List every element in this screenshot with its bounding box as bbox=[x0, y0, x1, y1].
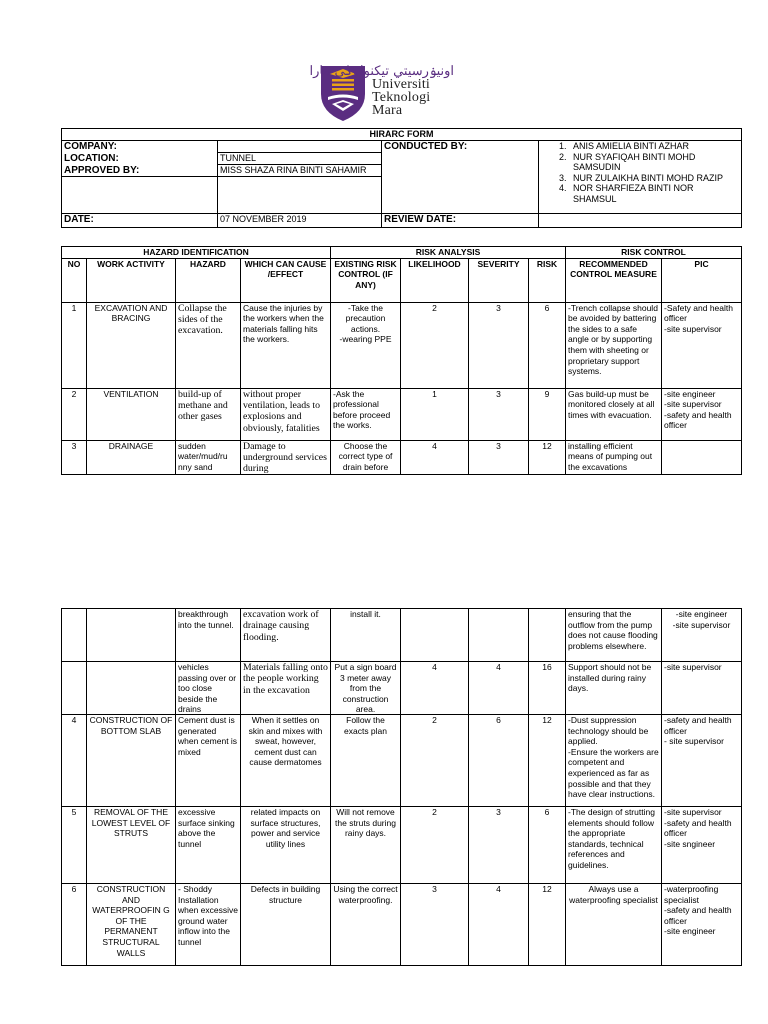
location-value: TUNNEL bbox=[218, 153, 382, 165]
cell-no-text: 2 bbox=[71, 388, 77, 399]
cell-risk bbox=[529, 715, 566, 807]
col-header-hazard: HAZARD bbox=[176, 258, 241, 302]
table-row bbox=[62, 388, 742, 440]
cell-hazard-text: Cement dust is generated when cement is mixed bbox=[178, 715, 238, 757]
cell-existing-control-text: Using the correct waterproofing. bbox=[333, 884, 398, 905]
cell-pic bbox=[662, 884, 742, 966]
cell-hazard-text: build-up of methane and other gases bbox=[178, 388, 228, 423]
cell-existing-control bbox=[331, 440, 401, 474]
approved-by-label: APPROVED BY: bbox=[62, 165, 218, 177]
cell-effect-text: When it settles on skin and mixes with sweat, however, cement dust can cause dermatomes bbox=[248, 715, 323, 768]
conducted-by-item: 1. ANIS AMIELIA BINTI AZHAR bbox=[569, 141, 739, 152]
cell-existing-control-text: Choose the correct type of drain before bbox=[338, 440, 393, 472]
group-header-risk: RISK ANALYSIS bbox=[331, 247, 566, 259]
cell-activity-text: EXCAVATION AND BRACING bbox=[94, 302, 168, 324]
cell-effect-text: Cause the injuries by the workers when the materials falling hits the workers. bbox=[243, 302, 324, 345]
cell-recommended bbox=[566, 715, 662, 807]
cell-existing-control-text: install it. bbox=[350, 609, 381, 619]
cell-pic bbox=[662, 302, 742, 388]
table-row bbox=[62, 884, 742, 966]
table-row bbox=[62, 302, 742, 388]
cell-risk bbox=[529, 807, 566, 884]
cell-likelihood-text: 2 bbox=[432, 302, 437, 313]
cell-no-text: 1 bbox=[71, 302, 77, 313]
review-date-label: REVIEW DATE: bbox=[382, 214, 539, 228]
cell-recommended bbox=[566, 662, 662, 715]
cell-effect-text: Damage to underground services during bbox=[243, 440, 327, 475]
group-header-control: RISK CONTROL bbox=[566, 247, 742, 259]
cell-no-text: 5 bbox=[71, 807, 77, 817]
cell-hazard bbox=[176, 807, 241, 884]
cell-hazard bbox=[176, 662, 241, 715]
cell-severity-text: 4 bbox=[496, 884, 501, 894]
cell-severity bbox=[469, 388, 529, 440]
cell-pic-text: -safety and health officer - site supervisor bbox=[664, 715, 732, 747]
location-label: LOCATION: bbox=[62, 153, 218, 165]
cell-risk-text: 6 bbox=[544, 302, 550, 313]
cell-recommended bbox=[566, 807, 662, 884]
cell-activity bbox=[87, 440, 176, 474]
cell-severity bbox=[469, 302, 529, 388]
cell-likelihood-text: 3 bbox=[432, 884, 437, 894]
cell-recommended-text: ensuring that the outflow from the pump does not cause flooding problems elsewhere. bbox=[568, 609, 658, 651]
cell-existing-control-text: Will not remove the struts during rainy days. bbox=[335, 807, 396, 839]
cell-likelihood-text: 4 bbox=[432, 662, 437, 672]
cell-activity-text: DRAINAGE bbox=[108, 440, 154, 451]
conducted-by-list bbox=[539, 141, 742, 214]
cell-likelihood bbox=[401, 388, 469, 440]
cell-likelihood-text: 2 bbox=[432, 807, 437, 817]
cell-likelihood bbox=[401, 662, 469, 715]
cell-likelihood bbox=[401, 440, 469, 474]
cell-hazard-text: breakthrough into the tunnel. bbox=[178, 609, 234, 630]
cell-effect bbox=[241, 388, 331, 440]
date-value: 07 NOVEMBER 2019 bbox=[218, 214, 382, 228]
cell-hazard-text: vehicles passing over or too close beside the drains bbox=[178, 662, 237, 715]
cell-effect-text: Defects in building structure bbox=[250, 884, 321, 905]
cell-pic bbox=[662, 715, 742, 807]
cell-activity bbox=[87, 884, 176, 966]
cell-activity-text: CONSTRUCTION OF BOTTOM SLAB bbox=[89, 715, 173, 736]
cell-likelihood bbox=[401, 884, 469, 966]
cell-risk-text: 12 bbox=[542, 440, 552, 451]
table-row bbox=[62, 715, 742, 807]
conducted-by-item: 4. NOR SHARFIEZA BINTI NOR SHAMSUL bbox=[569, 183, 739, 204]
review-date-value bbox=[539, 214, 742, 228]
cell-risk-text: 16 bbox=[542, 662, 552, 672]
university-name-line-2: Teknologi bbox=[372, 90, 431, 105]
conducted-by-label: CONDUCTED BY: bbox=[382, 141, 539, 214]
cell-activity-text: VENTILATION bbox=[103, 388, 159, 399]
cell-no bbox=[62, 302, 87, 388]
cell-existing-control bbox=[331, 388, 401, 440]
cell-no bbox=[62, 715, 87, 807]
conducted-by-item: 2. NUR SYAFIQAH BINTI MOHD SAMSUDIN bbox=[569, 152, 739, 173]
cell-recommended bbox=[566, 388, 662, 440]
cell-effect-text: without proper ventilation, leads to explosions and obviously, fatalities bbox=[243, 388, 320, 434]
cell-severity-text: 6 bbox=[496, 715, 501, 725]
cell-recommended bbox=[566, 440, 662, 474]
cell-effect bbox=[241, 440, 331, 474]
cell-no bbox=[62, 440, 87, 474]
cell-hazard bbox=[176, 388, 241, 440]
cell-severity-text: 3 bbox=[496, 388, 501, 399]
cell-existing-control-text: -Ask the professional before proceed the works. bbox=[333, 388, 391, 431]
cell-effect bbox=[241, 715, 331, 807]
cell-hazard bbox=[176, 715, 241, 807]
form-title: HIRARC FORM bbox=[62, 129, 742, 141]
cell-effect bbox=[241, 302, 331, 388]
cell-pic-text: -Safety and health officer -site supervisor bbox=[664, 302, 733, 334]
cell-no bbox=[62, 662, 87, 715]
approved-by-value: MISS SHAZA RINA BINTI SAHAMIR bbox=[218, 165, 382, 177]
university-name-line-3: Mara bbox=[372, 103, 403, 118]
cell-pic-text: -site supervisor -safety and health officer -site sngineer bbox=[664, 807, 732, 849]
cell-risk bbox=[529, 302, 566, 388]
cell-activity-text: CONSTRUCTION AND WATERPROOFIN G OF THE PERMANENT STRUCTURAL WALLS bbox=[92, 884, 170, 958]
cell-likelihood-text: 4 bbox=[432, 440, 437, 451]
cell-hazard bbox=[176, 609, 241, 662]
cell-effect-text: related impacts on surface structures, power and service utility lines bbox=[250, 807, 321, 849]
table-row bbox=[62, 662, 742, 715]
cell-severity bbox=[469, 884, 529, 966]
cell-pic-text: -site engineer -site supervisor bbox=[672, 609, 731, 630]
cell-likelihood bbox=[401, 302, 469, 388]
cell-existing-control-text: Put a sign board 3 meter away from the construction area. bbox=[334, 662, 397, 715]
cell-hazard-text: excessive surface sinking above the tunnel bbox=[178, 807, 235, 849]
cell-pic-text: -site supervisor bbox=[664, 662, 722, 672]
cell-existing-control bbox=[331, 662, 401, 715]
cell-pic bbox=[662, 440, 742, 474]
cell-recommended-text: -Dust suppression technology should be applied. -Ensure the workers are competent and experienced as far as possible and that they have clear instructions. bbox=[568, 715, 659, 800]
col-header-existing: EXISTING RISK CONTROL (IF ANY) bbox=[331, 258, 401, 302]
cell-pic bbox=[662, 609, 742, 662]
cell-no bbox=[62, 884, 87, 966]
cell-risk-text: 6 bbox=[544, 807, 550, 817]
cell-likelihood bbox=[401, 609, 469, 662]
cell-recommended bbox=[566, 884, 662, 966]
cell-risk bbox=[529, 388, 566, 440]
cell-activity bbox=[87, 388, 176, 440]
hirarc-info-table bbox=[61, 128, 742, 228]
cell-risk bbox=[529, 662, 566, 715]
cell-pic-text: -site engineer -site supervisor -safety and health officer bbox=[664, 388, 732, 431]
cell-hazard-text: - Shoddy Installation when excessive ground water inflow into the tunnel bbox=[178, 884, 239, 947]
cell-activity-text: REMOVAL OF THE LOWEST LEVEL OF STRUTS bbox=[91, 807, 171, 839]
cell-hazard-text: Collapse the sides of the excavation. bbox=[178, 302, 227, 337]
cell-recommended-text: -Trench collapse should be avoided by battering the sides to a safe angle or by supporting them with sheeting or proprietary support systems. bbox=[568, 302, 658, 377]
cell-existing-control-text: -Take the precaution actions. -wearing PPE bbox=[339, 302, 392, 345]
cell-recommended-text: Always use a waterproofing specialist bbox=[569, 884, 658, 905]
table-row bbox=[62, 807, 742, 884]
university-name-line-1: Universiti bbox=[372, 77, 430, 92]
col-header-no: NO bbox=[62, 258, 87, 302]
cell-recommended-text: installing efficient means of pumping out the excavations bbox=[568, 440, 653, 472]
cell-activity bbox=[87, 715, 176, 807]
cell-activity bbox=[87, 609, 176, 662]
cell-effect bbox=[241, 807, 331, 884]
cell-severity-text: 3 bbox=[496, 440, 501, 451]
table-row bbox=[62, 609, 742, 662]
col-header-likelihood: LIKELIHOOD bbox=[401, 258, 469, 302]
cell-existing-control bbox=[331, 609, 401, 662]
cell-recommended bbox=[566, 302, 662, 388]
cell-pic-text: -waterproofing specialist -safety and health officer -site engineer bbox=[664, 884, 732, 937]
cell-no bbox=[62, 807, 87, 884]
cell-hazard bbox=[176, 440, 241, 474]
cell-effect bbox=[241, 662, 331, 715]
cell-effect bbox=[241, 884, 331, 966]
cell-pic bbox=[662, 807, 742, 884]
university-name bbox=[372, 78, 430, 117]
col-header-risk: RISK bbox=[529, 258, 566, 302]
hazard-table-page-1 bbox=[61, 246, 742, 475]
cell-pic bbox=[662, 388, 742, 440]
cell-effect-text: excavation work of drainage causing flooding. bbox=[243, 609, 319, 643]
cell-severity bbox=[469, 440, 529, 474]
date-label: DATE: bbox=[62, 214, 218, 228]
col-header-activity: WORK ACTIVITY bbox=[87, 258, 176, 302]
cell-effect bbox=[241, 609, 331, 662]
company-value bbox=[218, 141, 382, 153]
cell-severity bbox=[469, 662, 529, 715]
cell-existing-control bbox=[331, 302, 401, 388]
cell-no-text: 6 bbox=[71, 884, 77, 894]
cell-activity bbox=[87, 807, 176, 884]
cell-hazard bbox=[176, 884, 241, 966]
cell-risk bbox=[529, 884, 566, 966]
cell-no bbox=[62, 609, 87, 662]
cell-no-text: 4 bbox=[71, 715, 77, 725]
group-header-hazard: HAZARD IDENTIFICATION bbox=[62, 247, 331, 259]
cell-existing-control bbox=[331, 715, 401, 807]
cell-no bbox=[62, 388, 87, 440]
cell-risk-text: 12 bbox=[542, 715, 552, 725]
cell-risk bbox=[529, 440, 566, 474]
cell-existing-control bbox=[331, 884, 401, 966]
cell-severity bbox=[469, 807, 529, 884]
cell-activity bbox=[87, 662, 176, 715]
col-header-effect: WHICH CAN CAUSE /EFFECT bbox=[241, 258, 331, 302]
cell-likelihood bbox=[401, 807, 469, 884]
cell-effect-text: Materials falling onto the people working in the excavation bbox=[243, 662, 328, 696]
col-header-severity: SEVERITY bbox=[469, 258, 529, 302]
hazard-table-page-2 bbox=[61, 608, 742, 966]
table-row bbox=[62, 440, 742, 474]
cell-severity bbox=[469, 609, 529, 662]
cell-likelihood-text: 1 bbox=[432, 388, 437, 399]
cell-severity-text: 3 bbox=[496, 302, 501, 313]
cell-severity-text: 4 bbox=[496, 662, 501, 672]
cell-severity bbox=[469, 715, 529, 807]
cell-likelihood-text: 2 bbox=[432, 715, 437, 725]
cell-risk bbox=[529, 609, 566, 662]
uitm-logo bbox=[309, 64, 458, 120]
col-header-recommended: RECOMMENDED CONTROL MEASURE bbox=[566, 258, 662, 302]
cell-risk-text: 12 bbox=[542, 884, 552, 894]
cell-pic bbox=[662, 662, 742, 715]
cell-likelihood bbox=[401, 715, 469, 807]
cell-hazard bbox=[176, 302, 241, 388]
col-header-pic: PIC bbox=[662, 258, 742, 302]
cell-existing-control bbox=[331, 807, 401, 884]
cell-recommended-text: Support should not be installed during rainy days. bbox=[568, 662, 652, 694]
cell-recommended-text: Gas build-up must be monitored closely at all times with evacuation. bbox=[568, 388, 655, 420]
cell-recommended bbox=[566, 609, 662, 662]
conducted-by-item: 3. NUR ZULAIKHA BINTI MOHD RAZIP bbox=[569, 173, 739, 184]
cell-hazard-text: sudden water/mud/ru nny sand bbox=[178, 440, 228, 472]
company-label: COMPANY: bbox=[62, 141, 218, 153]
cell-existing-control-text: Follow the exacts plan bbox=[344, 715, 387, 736]
cell-recommended-text: -The design of strutting elements should follow the appropriate standards, technical references and guidelines. bbox=[568, 807, 655, 870]
cell-no-text: 3 bbox=[71, 440, 77, 451]
cell-risk-text: 9 bbox=[544, 388, 550, 399]
university-name-jawi: اونيۏرسيتي تيكنولوݢي مارا bbox=[309, 64, 454, 79]
cell-activity bbox=[87, 302, 176, 388]
cell-severity-text: 3 bbox=[496, 807, 501, 817]
